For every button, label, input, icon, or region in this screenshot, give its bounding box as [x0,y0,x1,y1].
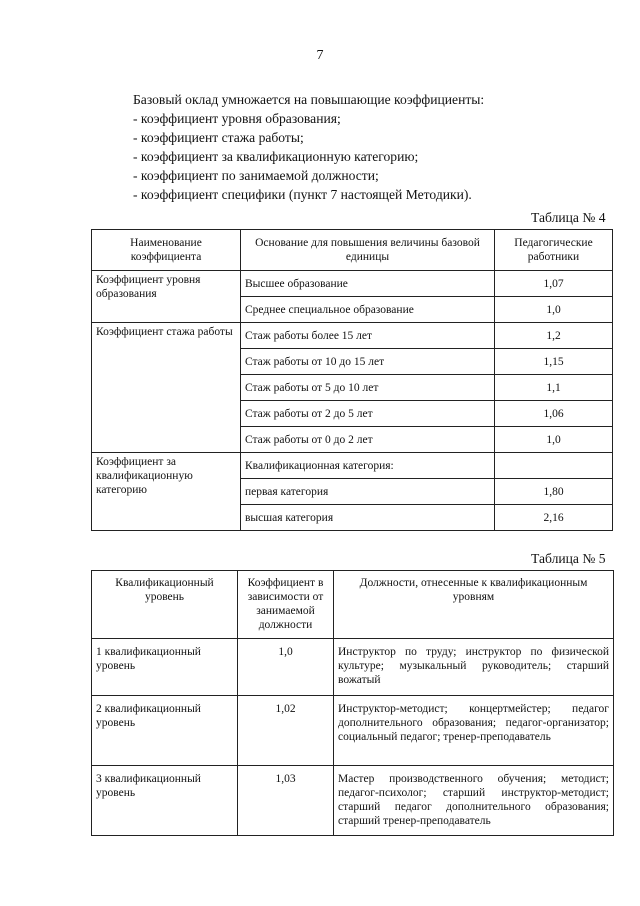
basis-cell: Квалификационная категория: [241,453,495,479]
basis-cell: высшая категория [241,505,495,531]
value-cell [495,453,613,479]
basis-cell: Стаж работы от 10 до 15 лет [241,349,495,375]
page-number: 7 [316,48,324,63]
coef-cell: 1,03 [238,766,334,836]
basis-cell: Стаж работы от 2 до 5 лет [241,401,495,427]
intro-item: - коэффициент за квалификационную категорию; [133,149,419,164]
coefficient-name: Коэффициент уровня образования [92,271,241,323]
positions-cell: Мастер производственного обучения; методист; педагог-психолог; старший инструктор-методист; старший педагог дополнительного образования; старший тренер-преподаватель [334,766,614,836]
coefficient-name: Коэффициент за квалификационную категорию [92,453,241,531]
table5-caption: Таблица № 5 [531,551,606,566]
table-row [92,271,613,297]
value-cell: 1,0 [495,427,613,453]
basis-cell: первая категория [241,479,495,505]
level-cell: 1 квалификационный уровень [92,639,238,696]
value-cell: 1,2 [495,323,613,349]
table4-header-cell: Наименование коэффициента [92,230,241,271]
table-row [92,639,614,696]
table-row [92,766,614,836]
value-cell: 1,1 [495,375,613,401]
table4-caption: Таблица № 4 [531,210,606,225]
table5-header-cell: Квалификационный уровень [92,571,238,639]
basis-cell: Среднее специальное образование [241,297,495,323]
basis-cell: Стаж работы от 5 до 10 лет [241,375,495,401]
intro-heading: Базовый оклад умножается на повышающие коэффициенты: [133,92,485,107]
value-cell: 1,15 [495,349,613,375]
value-cell: 1,0 [495,297,613,323]
table4 [91,229,613,531]
intro-item: - коэффициент специфики (пункт 7 настоящей Методики). [133,187,472,202]
table-row [92,323,613,349]
value-cell: 1,07 [495,271,613,297]
basis-cell: Высшее образование [241,271,495,297]
intro-item: - коэффициент по занимаемой должности; [133,168,379,183]
table4-header-cell: Педагогические работники [495,230,613,271]
coef-cell: 1,0 [238,639,334,696]
table5-header-cell: Должности, отнесенные к квалификационным уровням [334,571,614,639]
basis-cell: Стаж работы более 15 лет [241,323,495,349]
intro-text [133,90,603,204]
value-cell: 1,06 [495,401,613,427]
positions-cell: Инструктор по труду; инструктор по физической культуре; музыкальный руководитель; старший вожатый [334,639,614,696]
table5-header-row [92,571,614,639]
coef-cell: 1,02 [238,696,334,766]
table-row [92,696,614,766]
table5 [91,570,614,836]
intro-item: - коэффициент уровня образования; [133,111,341,126]
basis-cell: Стаж работы от 0 до 2 лет [241,427,495,453]
level-cell: 3 квалификационный уровень [92,766,238,836]
level-cell: 2 квалификационный уровень [92,696,238,766]
intro-item: - коэффициент стажа работы; [133,130,304,145]
coefficient-name: Коэффициент стажа работы [92,323,241,453]
value-cell: 1,80 [495,479,613,505]
table4-header-row [92,230,613,271]
table-row [92,453,613,479]
table4-header-cell: Основание для повышения величины базовой единицы [241,230,495,271]
table5-header-cell: Коэффициент в зависимости от занимаемой должности [238,571,334,639]
value-cell: 2,16 [495,505,613,531]
positions-cell: Инструктор-методист; концертмейстер; педагог дополнительного образования; педагог-организатор; социальный педагог; тренер-преподаватель [334,696,614,766]
